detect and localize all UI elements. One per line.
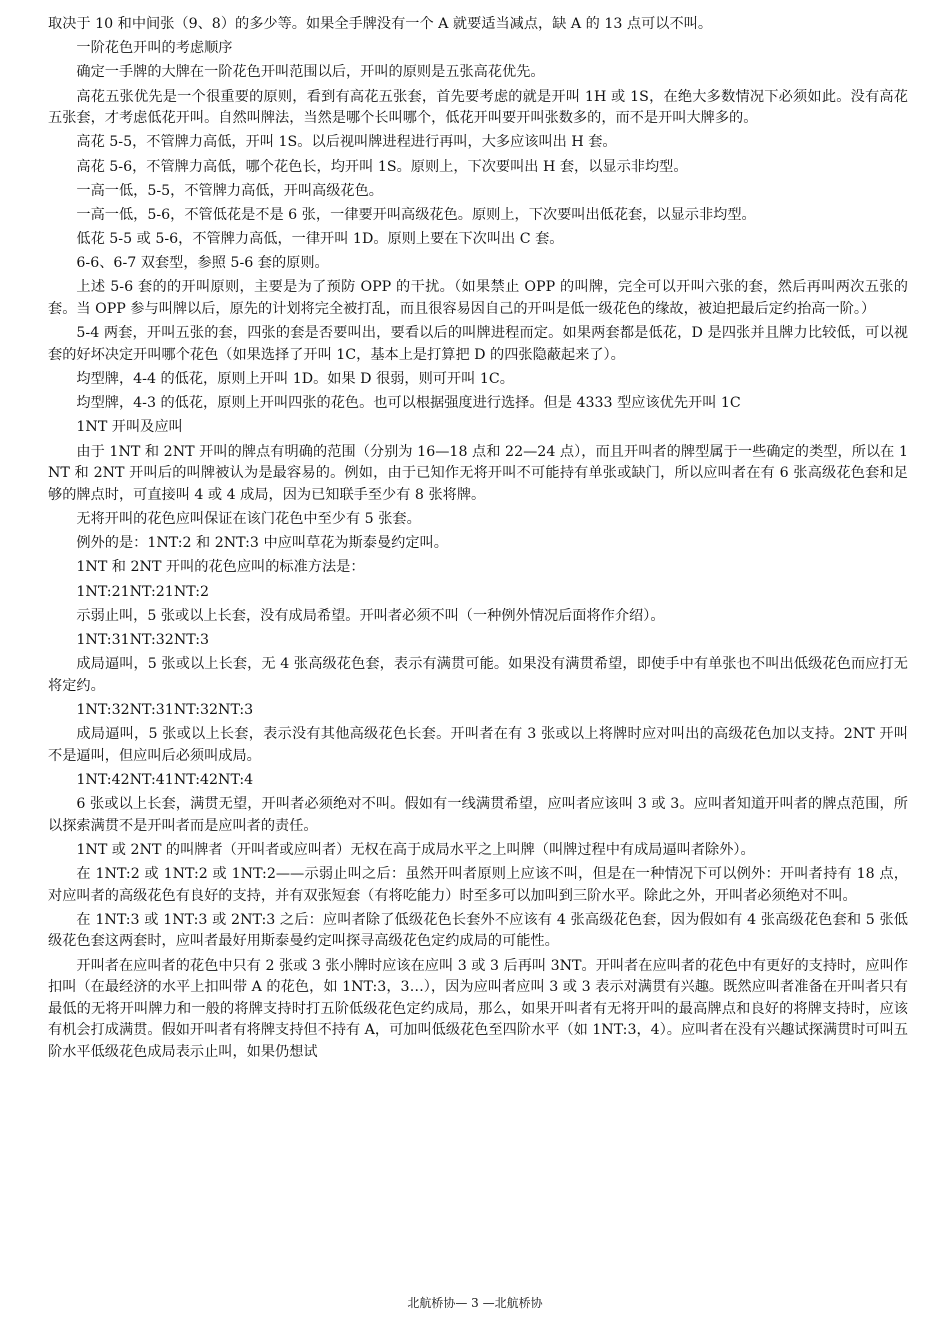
paragraph: 无将开叫的花色应叫保证在该门花色中至少有 5 张套。	[76, 510, 421, 527]
paragraph: 均型牌，4-4 的低花，原则上开叫 1D。如果 D 很弱，则可开叫 1C。	[76, 371, 514, 388]
bidding-sequence: 1NT:32NT:31NT:32NT:3	[76, 701, 254, 718]
paragraph-continuation: 取决于 10 和中间张（9、8）的多少等。如果全手牌没有一个 A 就要适当减点，缺 A 的 13 点可以不叫。	[48, 16, 713, 32]
paragraph: 6-6、6-7 双套型，参照 5-6 套的原则。	[76, 255, 329, 272]
paragraph: 均型牌，4-3 的低花，原则上开叫四张的花色。也可以根据强度进行选择。但是 4333 型应该优先开叫 1C	[76, 395, 741, 412]
paragraph: 确定一手牌的大牌在一阶花色开叫范围以后，开叫的原则是五张高花优先。	[76, 64, 545, 81]
paragraph: 在 1NT:2 或 1NT:2 或 1NT:2——示弱止叫之后：虽然开叫者原则上应该不叫，但是在一种情况下可以例外：开叫者持有 18 点，对应叫者的高级花色有良好的支持，并有双张短套（有将吃能力）时至多可以加叫到三阶水平。除此之外，开叫者必须绝对不叫。	[48, 866, 908, 904]
bidding-sequence: 1NT:42NT:41NT:42NT:4	[76, 771, 254, 788]
paragraph: 开叫者在应叫者的花色中只有 2 张或 3 张小牌时应该在应叫 3 或 3 后再叫 3NT。开叫者在应叫者的花色中有更好的支持时，应叫作扣叫（在最经济的水平上扣叫带 A 的花色，如 1NT:3，3…），因为应叫者应叫 3 或 3 表示对满贯有兴趣。既然应叫者准备在开叫者只有最低的无将开叫牌力和一般的将牌支持时打五阶低级花色定约成局，那么，如果开叫者有无将开叫的最高牌点和良好的将牌支持时，应该有机会打成满贯。假如开叫者有将牌支持但不持有 A，可加叫低级花色至四阶水平（如 1NT:3，4）。应叫者在没有兴趣试探满贯时可叫五阶水平低级花色成局表示止叫，如果仍想试	[48, 957, 908, 1060]
paragraph: 5-4 两套，开叫五张的套，四张的套是否要叫出，要看以后的叫牌进程而定。如果两套都是低花，D 是四张并且牌力比较低，可以视套的好坏决定开叫哪个花色（如果选择了开叫 1C，基本上是打算把 D 的四张隐蔽起来了）。	[48, 325, 908, 363]
bidding-sequence: 1NT:21NT:21NT:2	[76, 583, 210, 600]
paragraph: 一高一低，5-5，不管牌力高低，开叫高级花色。	[76, 182, 383, 199]
page-footer: 北航桥协— 3 —北航桥协	[407, 1296, 543, 1310]
paragraph: 高花 5-5，不管牌力高低，开叫 1S。以后视叫牌进程进行再叫，大多应该叫出 H 套。	[76, 134, 617, 151]
paragraph: 示弱止叫，5 张或以上长套，没有成局希望。开叫者必须不叫（一种例外情况后面将作介绍）。	[76, 607, 665, 624]
document-body	[48, 14, 908, 1066]
section-heading-opening-order: 一阶花色开叫的考虑顺序	[76, 40, 233, 57]
paragraph: 1NT 和 2NT 开叫的花色应叫的标准方法是：	[76, 559, 365, 576]
paragraph: 高花五张优先是一个很重要的原则，看到有高花五张套，首先要考虑的就是开叫 1H 或 1S，在绝大多数情况下必须如此。没有高花五张套，才考虑低花开叫。自然叫牌法，当然是哪个长叫哪个，低花开叫要开叫张数多的，而不是开叫大牌多的。	[48, 88, 908, 127]
paragraph: 例外的是：1NT:2 和 2NT:3 中应叫草花为斯泰曼约定叫。	[76, 535, 448, 552]
bidding-sequence: 1NT:31NT:32NT:3	[76, 631, 210, 648]
paragraph: 在 1NT:3 或 1NT:3 或 2NT:3 之后：应叫者除了低级花色长套外不应该有 4 张高级花色套，因为假如有 4 张高级花色套和 5 张低级花色套这两套时，应叫者最好用斯泰曼约定叫探寻高级花色定约成局的可能性。	[48, 911, 908, 950]
paragraph: 由于 1NT 和 2NT 开叫的牌点有明确的范围（分别为 16—18 点和 22—24 点），而且开叫者的牌型属于一些确定的类型，所以在 1NT 和 2NT 开叫后的叫牌被认为是最容易的。例如，由于已知作无将开叫不可能持有单张或缺门，所以应叫者在有 6 张高级花色套和足够的牌点时，可直接叫 4 或 4 成局，因为已知联手至少有 8 张将牌。	[48, 443, 908, 503]
paragraph: 上述 5-6 套的的开叫原则，主要是为了预防 OPP 的干扰。（如果禁止 OPP 的叫牌，完全可以开叫六张的套，然后再叫两次五张的套。当 OPP 参与叫牌以后，原先的计划将完全被打乱，而且很容易因自己的开叫是低一级花色的缘故，被迫把最后定约抬高一阶。）	[48, 279, 908, 318]
paragraph: 成局逼叫，5 张或以上长套，表示没有其他高级花色长套。开叫者在有 3 张或以上将牌时应对叫出的高级花色加以支持。2NT 开叫不是逼叫，但应叫后必须叫成局。	[48, 726, 908, 764]
paragraph: 高花 5-6，不管牌力高低，哪个花色长，均开叫 1S。原则上，下次要叫出 H 套，以显示非均型。	[76, 158, 688, 175]
paragraph: 低花 5-5 或 5-6，不管牌力高低，一律开叫 1D。原则上要在下次叫出 C 套。	[76, 231, 564, 248]
paragraph: 6 张或以上长套，满贯无望，开叫者必须绝对不叫。假如有一线满贯希望，应叫者应该叫 3 或 3。应叫者知道开叫者的牌点范围，所以探索满贯不是开叫者而是应叫者的责任。	[48, 796, 908, 834]
paragraph: 成局逼叫，5 张或以上长套，无 4 张高级花色套，表示有满贯可能。如果没有满贯希望，即使手中有单张也不叫出低级花色而应打无将定约。	[48, 656, 908, 694]
section-heading-1nt: 1NT 开叫及应叫	[76, 419, 183, 436]
paragraph: 一高一低，5-6，不管低花是不是 6 张，一律要开叫高级花色。原则上，下次要叫出低花套，以显示非均型。	[76, 206, 756, 223]
paragraph: 1NT 或 2NT 的叫牌者（开叫者或应叫者）无权在高于成局水平之上叫牌（叫牌过程中有成局逼叫者除外）。	[76, 841, 755, 858]
